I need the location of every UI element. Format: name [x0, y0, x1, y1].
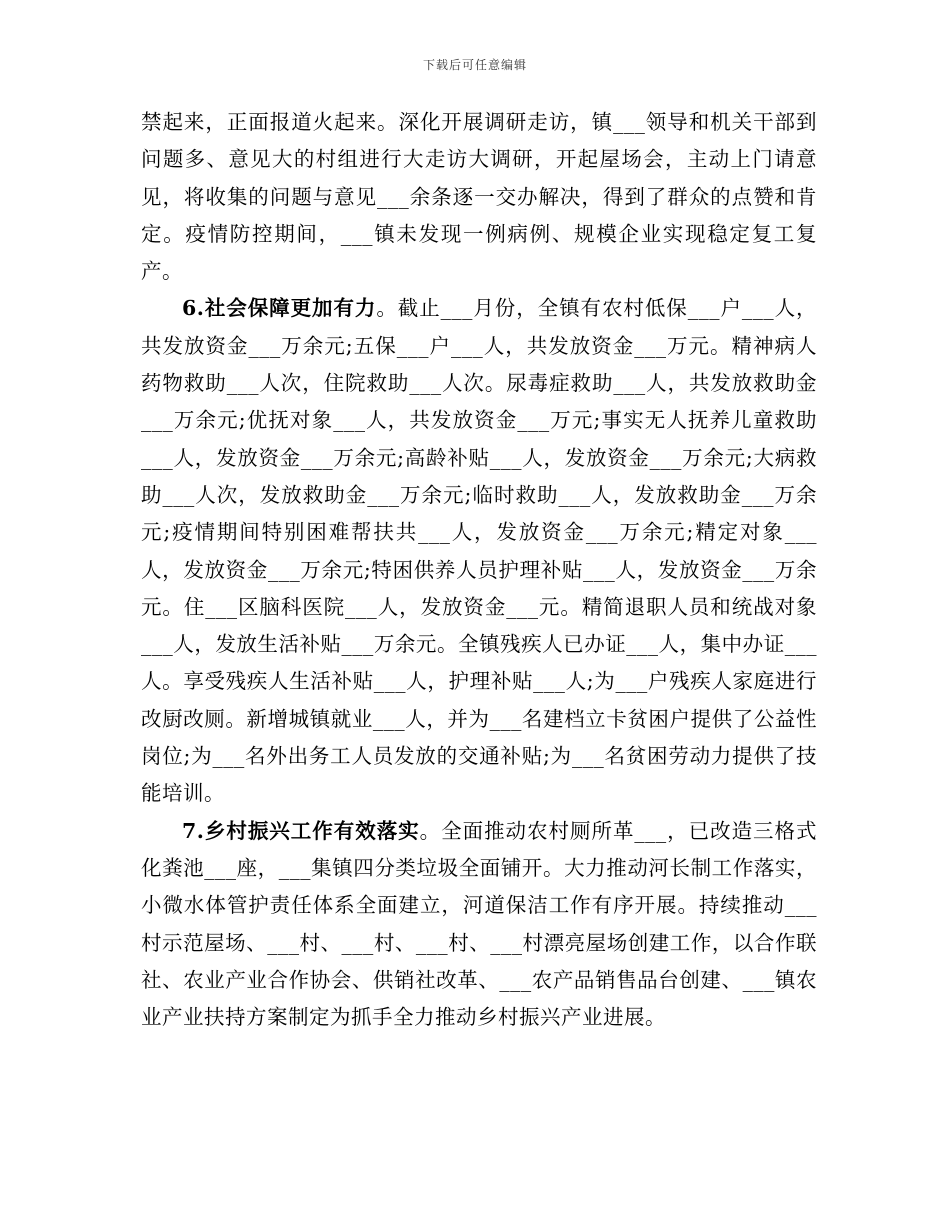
document-body — [141, 104, 817, 1036]
section-heading-6: 6.社会保障更加有力 — [182, 296, 377, 321]
section-heading-7: 7.乡村振兴工作有效落实 — [182, 818, 420, 843]
paragraph-rural-revitalization — [141, 813, 817, 1037]
page-header: 下载后可任意编辑 — [422, 58, 527, 72]
paragraph-social-security — [141, 290, 817, 812]
paragraph-body: 。全面推动农村厕所革___，已改造三格式化粪池___座，___集镇四分类垃圾全面铺开。大力推动河长制工作落实，小微水体管护责任体系全面建立，河道保洁工作有序开展。持续推动___村示范屋场、___村、___村、___村、___村漂亮屋场创建工作，以合作联社、农业产业合作协会、供销社改革、___农产品销售品台创建、___镇农业产业扶持方案制定为抓手全力推动乡村振兴产业进展。 — [141, 818, 818, 1030]
paragraph-body: 。截止___月份，全镇有农村低保___户___人，共发放资金___万余元;五保___户___人，共发放资金___万元。精神病人药物救助___人次，住院救助___人次。尿毒症救助___人，共发放救助金___万余元;优抚对象___人，共发放资金___万元;事实无人抚养儿童救助___人，发放资金___万余元;高龄补贴___人，发放资金___万余元;大病救助___人次，发放救助金___万余元;临时救助___人，发放救助金___万余元;疫情期间特别困难帮扶共___人，发放资金___万余元;精定对象___人，发放资金___万余元;特困供养人员护理补贴___人，发放资金___万余元。住___区脑科医院___人，发放资金___元。精简退职人员和统战对象___人，发放生活补贴___万余元。全镇残疾人已办证___人，集中办证___人。享受残疾人生活补贴___人，护理补贴___人;为___户残疾人家庭进行改厨改厕。新增城镇就业___人，并为___名建档立卡贫困户提供了公益性岗位;为___名外出务工人员发放的交通补贴;为___名贫困劳动力提供了技能培训。 — [141, 296, 818, 806]
paragraph-body: 禁起来，正面报道火起来。深化开展调研走访，镇___领导和机关干部到问题多、意见大的村组进行大走访大调研，开起屋场会，主动上门请意见，将收集的问题与意见___余条逐一交办解决，得到了群众的点赞和肯定。疫情防控期间，___镇未发现一例病例、规模企业实现稳定复工复产。 — [141, 110, 817, 284]
paragraph-continuation — [141, 104, 817, 290]
